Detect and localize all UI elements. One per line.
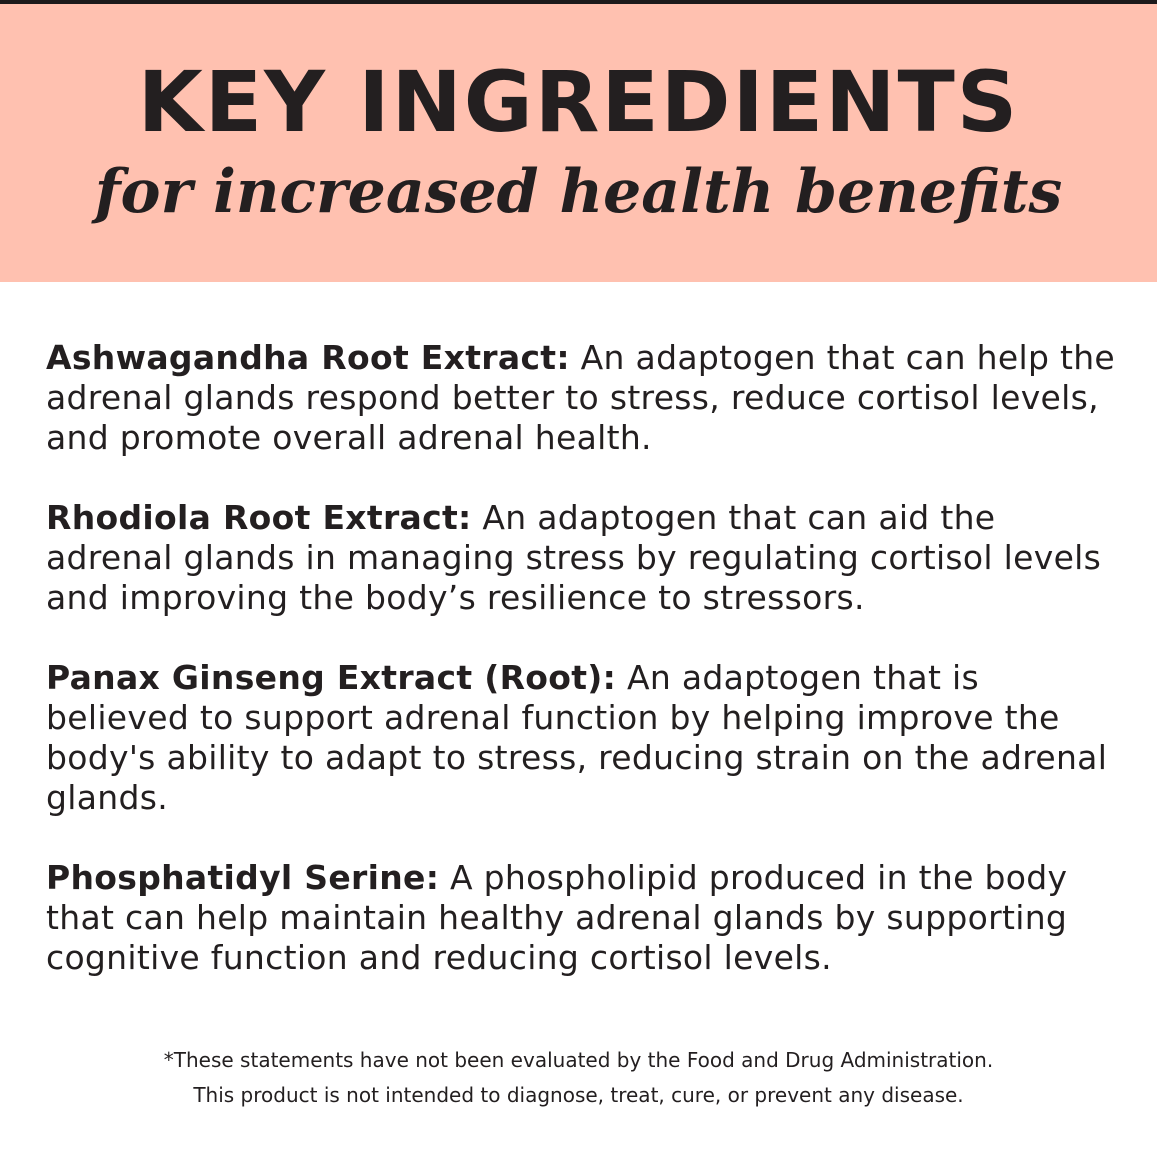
- ingredient-name: Rhodiola Root Extract:: [46, 498, 472, 537]
- ingredient-panax-ginseng: [46, 658, 1116, 818]
- page-subtitle: for increased health benefits: [94, 157, 1063, 227]
- disclaimer-line-2: This product is not intended to diagnose, treat, cure, or prevent any disease.: [193, 1083, 964, 1107]
- ingredient-ashwagandha: [46, 338, 1116, 458]
- ingredient-rhodiola: [46, 498, 1116, 618]
- ingredient-name: Ashwagandha Root Extract:: [46, 338, 570, 377]
- ingredient-description: An adaptogen that is believed to support adrenal function by helping improve the body's ability to adapt to stress, reducing strain on the adrenal glands.: [46, 658, 1108, 817]
- ingredient-name: Panax Ginseng Extract (Root):: [46, 658, 617, 697]
- ingredient-description: An adaptogen that can aid the adrenal glands in managing stress by regulating cortisol levels and improving the body’s resilience to stressors.: [46, 498, 1102, 617]
- ingredient-description: An adaptogen that can help the adrenal glands respond better to stress, reduce cortisol levels, and promote overall adrenal health.: [46, 338, 1116, 457]
- disclaimer-line-1: *These statements have not been evaluated by the Food and Drug Administration.: [163, 1048, 994, 1072]
- ingredient-phosphatidyl-serine: [46, 858, 1116, 978]
- ingredient-list: [46, 338, 1116, 1018]
- ingredient-name: Phosphatidyl Serine:: [46, 858, 440, 897]
- ingredient-description: A phospholipid produced in the body that can help maintain healthy adrenal glands by supporting cognitive function and reducing cortisol levels.: [46, 858, 1068, 977]
- fda-disclaimer: [0, 1043, 1157, 1113]
- page-title: KEY INGREDIENTS: [137, 53, 1020, 151]
